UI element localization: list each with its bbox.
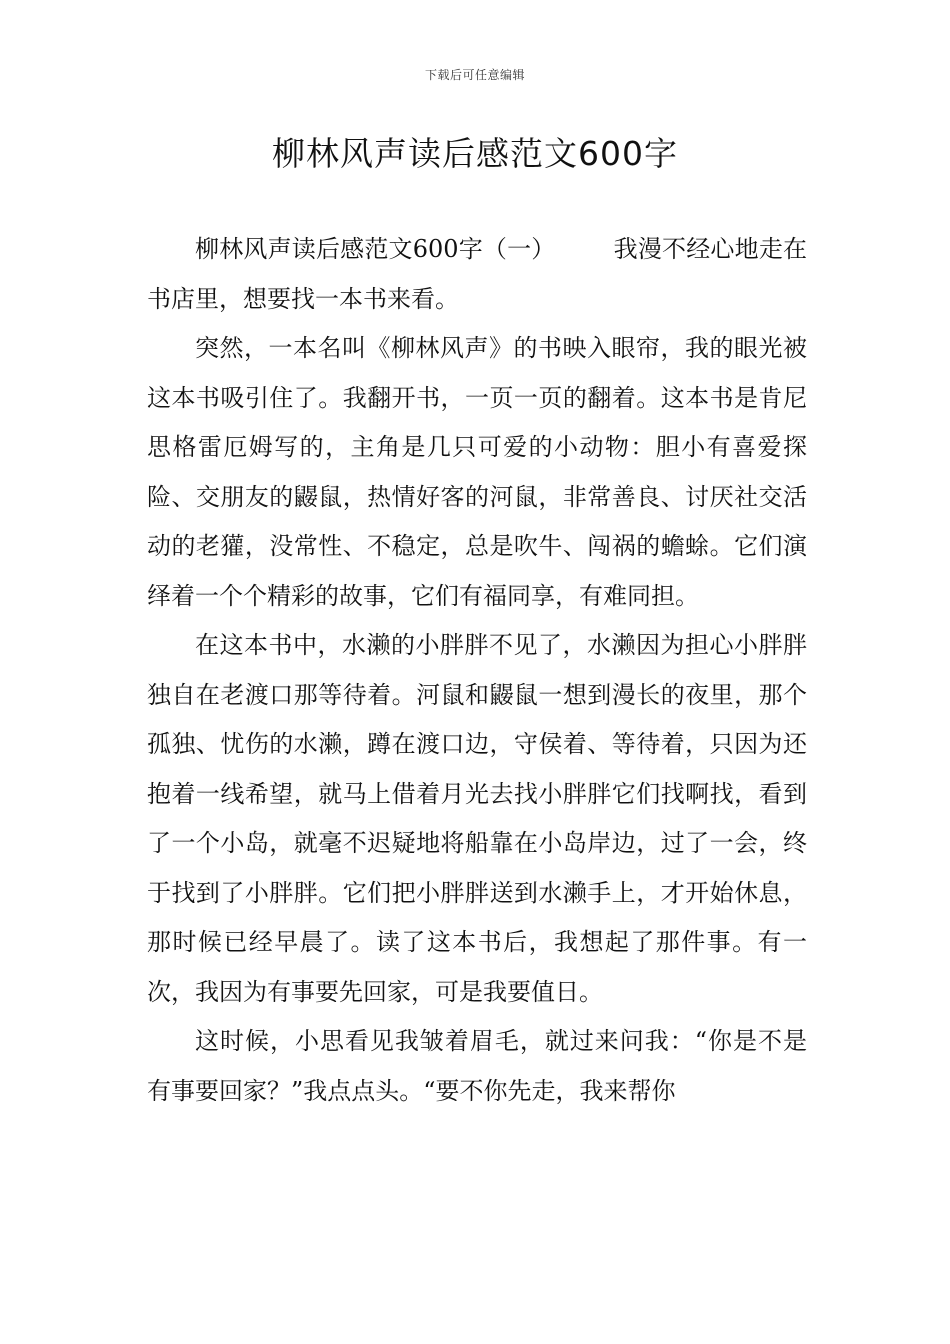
document-title: 柳林风声读后感范文600字 bbox=[272, 134, 678, 173]
paragraph-1-text: 我漫不经心地走在书店里，想要找一本书来看。 bbox=[147, 235, 808, 313]
header-note: 下载后可任意编辑 bbox=[424, 68, 525, 82]
paragraph-3: 在这本书中，水濑的小胖胖不见了，水濑因为担心小胖胖独自在老渡口那等待着。河鼠和鼹鼠一想到漫长的夜里，那个孤独、忧伤的水濑，蹲在渡口边，守侯着、等待着，只因为还抱着一线希望，就马上借着月光去找小胖胖它们找啊找，看到了一个小岛，就毫不迟疑地将船靠在小岛岸边，过了一会，终于找到了小胖胖。它们把小胖胖送到水濑手上，才开始休息，那时候已经早晨了。读了这本书后，我想起了那件事。有一次，我因为有事要先回家，可是我要值日。 bbox=[147, 631, 807, 1006]
document-body bbox=[147, 225, 807, 1116]
paragraph-4: 这时候，小思看见我皱着眉毛，就过来问我：“你是不是有事要回家？”我点点头。“要不你先走，我来帮你 bbox=[147, 1027, 807, 1105]
paragraph-2: 突然，一本名叫《柳林风声》的书映入眼帘，我的眼光被这本书吸引住了。我翻开书，一页一页的翻着。这本书是肯尼思格雷厄姆写的，主角是几只可爱的小动物：胆小有喜爱探险、交朋友的鼹鼠，热情好客的河鼠，非常善良、讨厌社交活动的老獾，没常性、不稳定，总是吹牛、闯祸的蟾蜍。它们演绎着一个个精彩的故事，它们有福同享，有难同担。 bbox=[147, 334, 807, 610]
paragraph-1-heading: 柳林风声读后感范文600字（一） bbox=[195, 235, 556, 263]
paragraph-1 bbox=[147, 225, 807, 324]
